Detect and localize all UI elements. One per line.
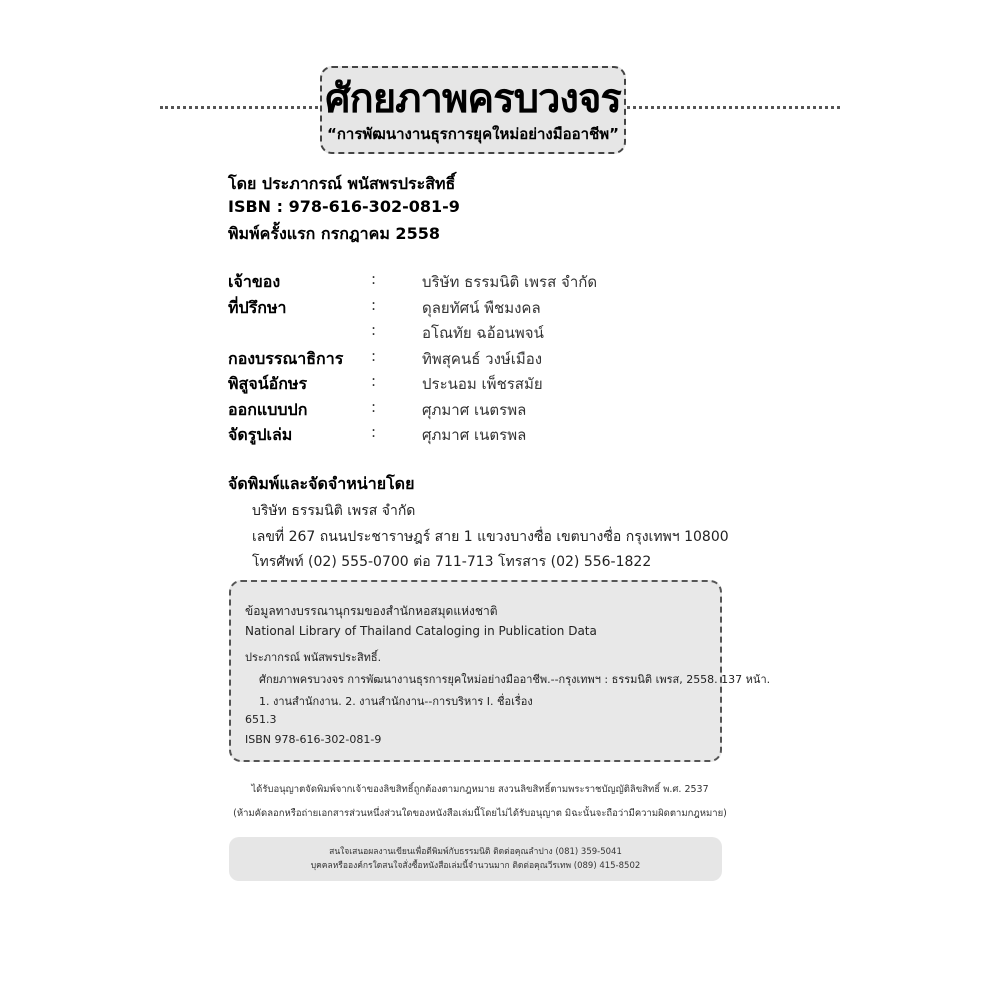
credit-person: ดุลยทัศน์ พืชมงคล [422,298,541,317]
book-subtitle: “การพัฒนางานธุรการยุคใหม่อย่างมืออาชีพ” [326,125,620,143]
credit-person: ทิพสุคนธ์ วงษ์เมือง [422,349,543,368]
edition-line: พิมพ์ครั้งแรก กรกฎาคม 2558 [228,224,440,243]
title-box [320,66,626,154]
credit-colon: : [371,372,377,390]
contact-box [229,837,722,881]
catalog-classification: 651.3 [245,713,277,726]
credit-person: ศุภมาศ เนตรพล [422,426,527,444]
distributor-company: บริษัท ธรรมนิติ เพรส จำกัด [252,503,416,519]
credit-row [228,398,748,424]
catalog-heading-th: ข้อมูลทางบรรณานุกรมของสำนักหอสมุดแห่งชาติ [245,604,498,618]
credit-colon: : [371,346,377,365]
credit-colon: : [371,295,377,314]
credit-person: อโณทัย ฉอ้อนพจน์ [422,324,544,342]
credit-row [228,423,748,449]
author-line: โดย ประภากรณ์ พนัสพรประสิทธิ์ [228,174,456,193]
credit-row [228,321,748,347]
contact-order-line: บุคคลหรือองค์กรใดสนใจสั่งซื้อหนังสือเล่มนี้จำนวนมาก ติดต่อคุณวีรเทพ (089) 415-8502 [310,861,641,871]
catalog-subjects: 1. งานสำนักงาน. 2. งานสำนักงาน--การบริหาร I. ชื่อเรื่อง [259,695,533,708]
credit-person: ศุภมาศ เนตรพล [422,400,527,419]
catalog-author: ประภากรณ์ พนัสพรประสิทธิ์. [245,651,382,664]
isbn-line: ISBN : 978-616-302-081-9 [228,197,460,216]
credit-row [228,372,748,398]
cataloging-box [229,580,771,762]
credit-person: ประนอม เพ็ชรสมัย [422,375,543,393]
credit-colon: : [371,270,377,288]
copyright-notice: ได้รับอนุญาตจัดพิมพ์จากเจ้าของลิขสิทธิ์ถูกต้องตามกฎหมาย สงวนลิขสิทธิ์ตามพระราชบัญญัติลิขสิทธิ์ พ.ศ. 2537 [251,784,709,795]
credit-row [228,296,748,322]
credit-person: บริษัท ธรรมนิติ เพรส จำกัด [422,273,598,291]
catalog-heading-en: National Library of Thailand Cataloging in Publication Data [245,624,597,638]
book-title: ศักยภาพครบวงจร [325,76,621,122]
credit-colon: : [371,397,377,416]
credit-role: ออกแบบปก [228,399,308,419]
credit-colon: : [371,423,377,441]
credits-list [228,270,748,449]
credit-row [228,347,748,373]
credit-role: พิสูจน์อักษร [228,374,308,393]
credit-role: จัดรูปเล่ม [228,425,293,444]
credit-row [228,270,748,296]
catalog-isbn: ISBN 978-616-302-081-9 [245,733,382,746]
distributor-heading: จัดพิมพ์และจัดจำหน่ายโดย [228,474,415,493]
catalog-entry: ศักยภาพครบวงจร การพัฒนางานธุรการยุคใหม่อย่างมืออาชีพ.--กรุงเทพฯ : ธรรมนิติ เพรส, 2558. 137 หน้า. [259,673,771,686]
credit-colon: : [371,321,377,339]
distributor-phone: โทรศัพท์ (02) 555-0700 ต่อ 711-713 โทรสาร (02) 556-1822 [252,554,652,570]
credit-role: ที่ปรึกษา [228,297,287,317]
copyright-warning: (ห้ามคัดลอกหรือถ่ายเอกสารส่วนหนึ่งส่วนใดของหนังสือเล่มนี้โดยไม่ได้รับอนุญาต มิฉะนั้นจะถือว่ามีความผิดตามกฎหมาย) [233,808,727,819]
distributor-address: เลขที่ 267 ถนนประชาราษฎร์ สาย 1 แขวงบางซื่อ เขตบางซื่อ กรุงเทพฯ 10800 [252,529,729,545]
contact-author-line: สนใจเสนอผลงานเขียนเพื่อตีพิมพ์กับธรรมนิติ ติดต่อคุณลำปาง (081) 359-5041 [329,847,622,857]
credit-role: กองบรรณาธิการ [228,348,344,368]
credit-role: เจ้าของ [228,272,281,291]
